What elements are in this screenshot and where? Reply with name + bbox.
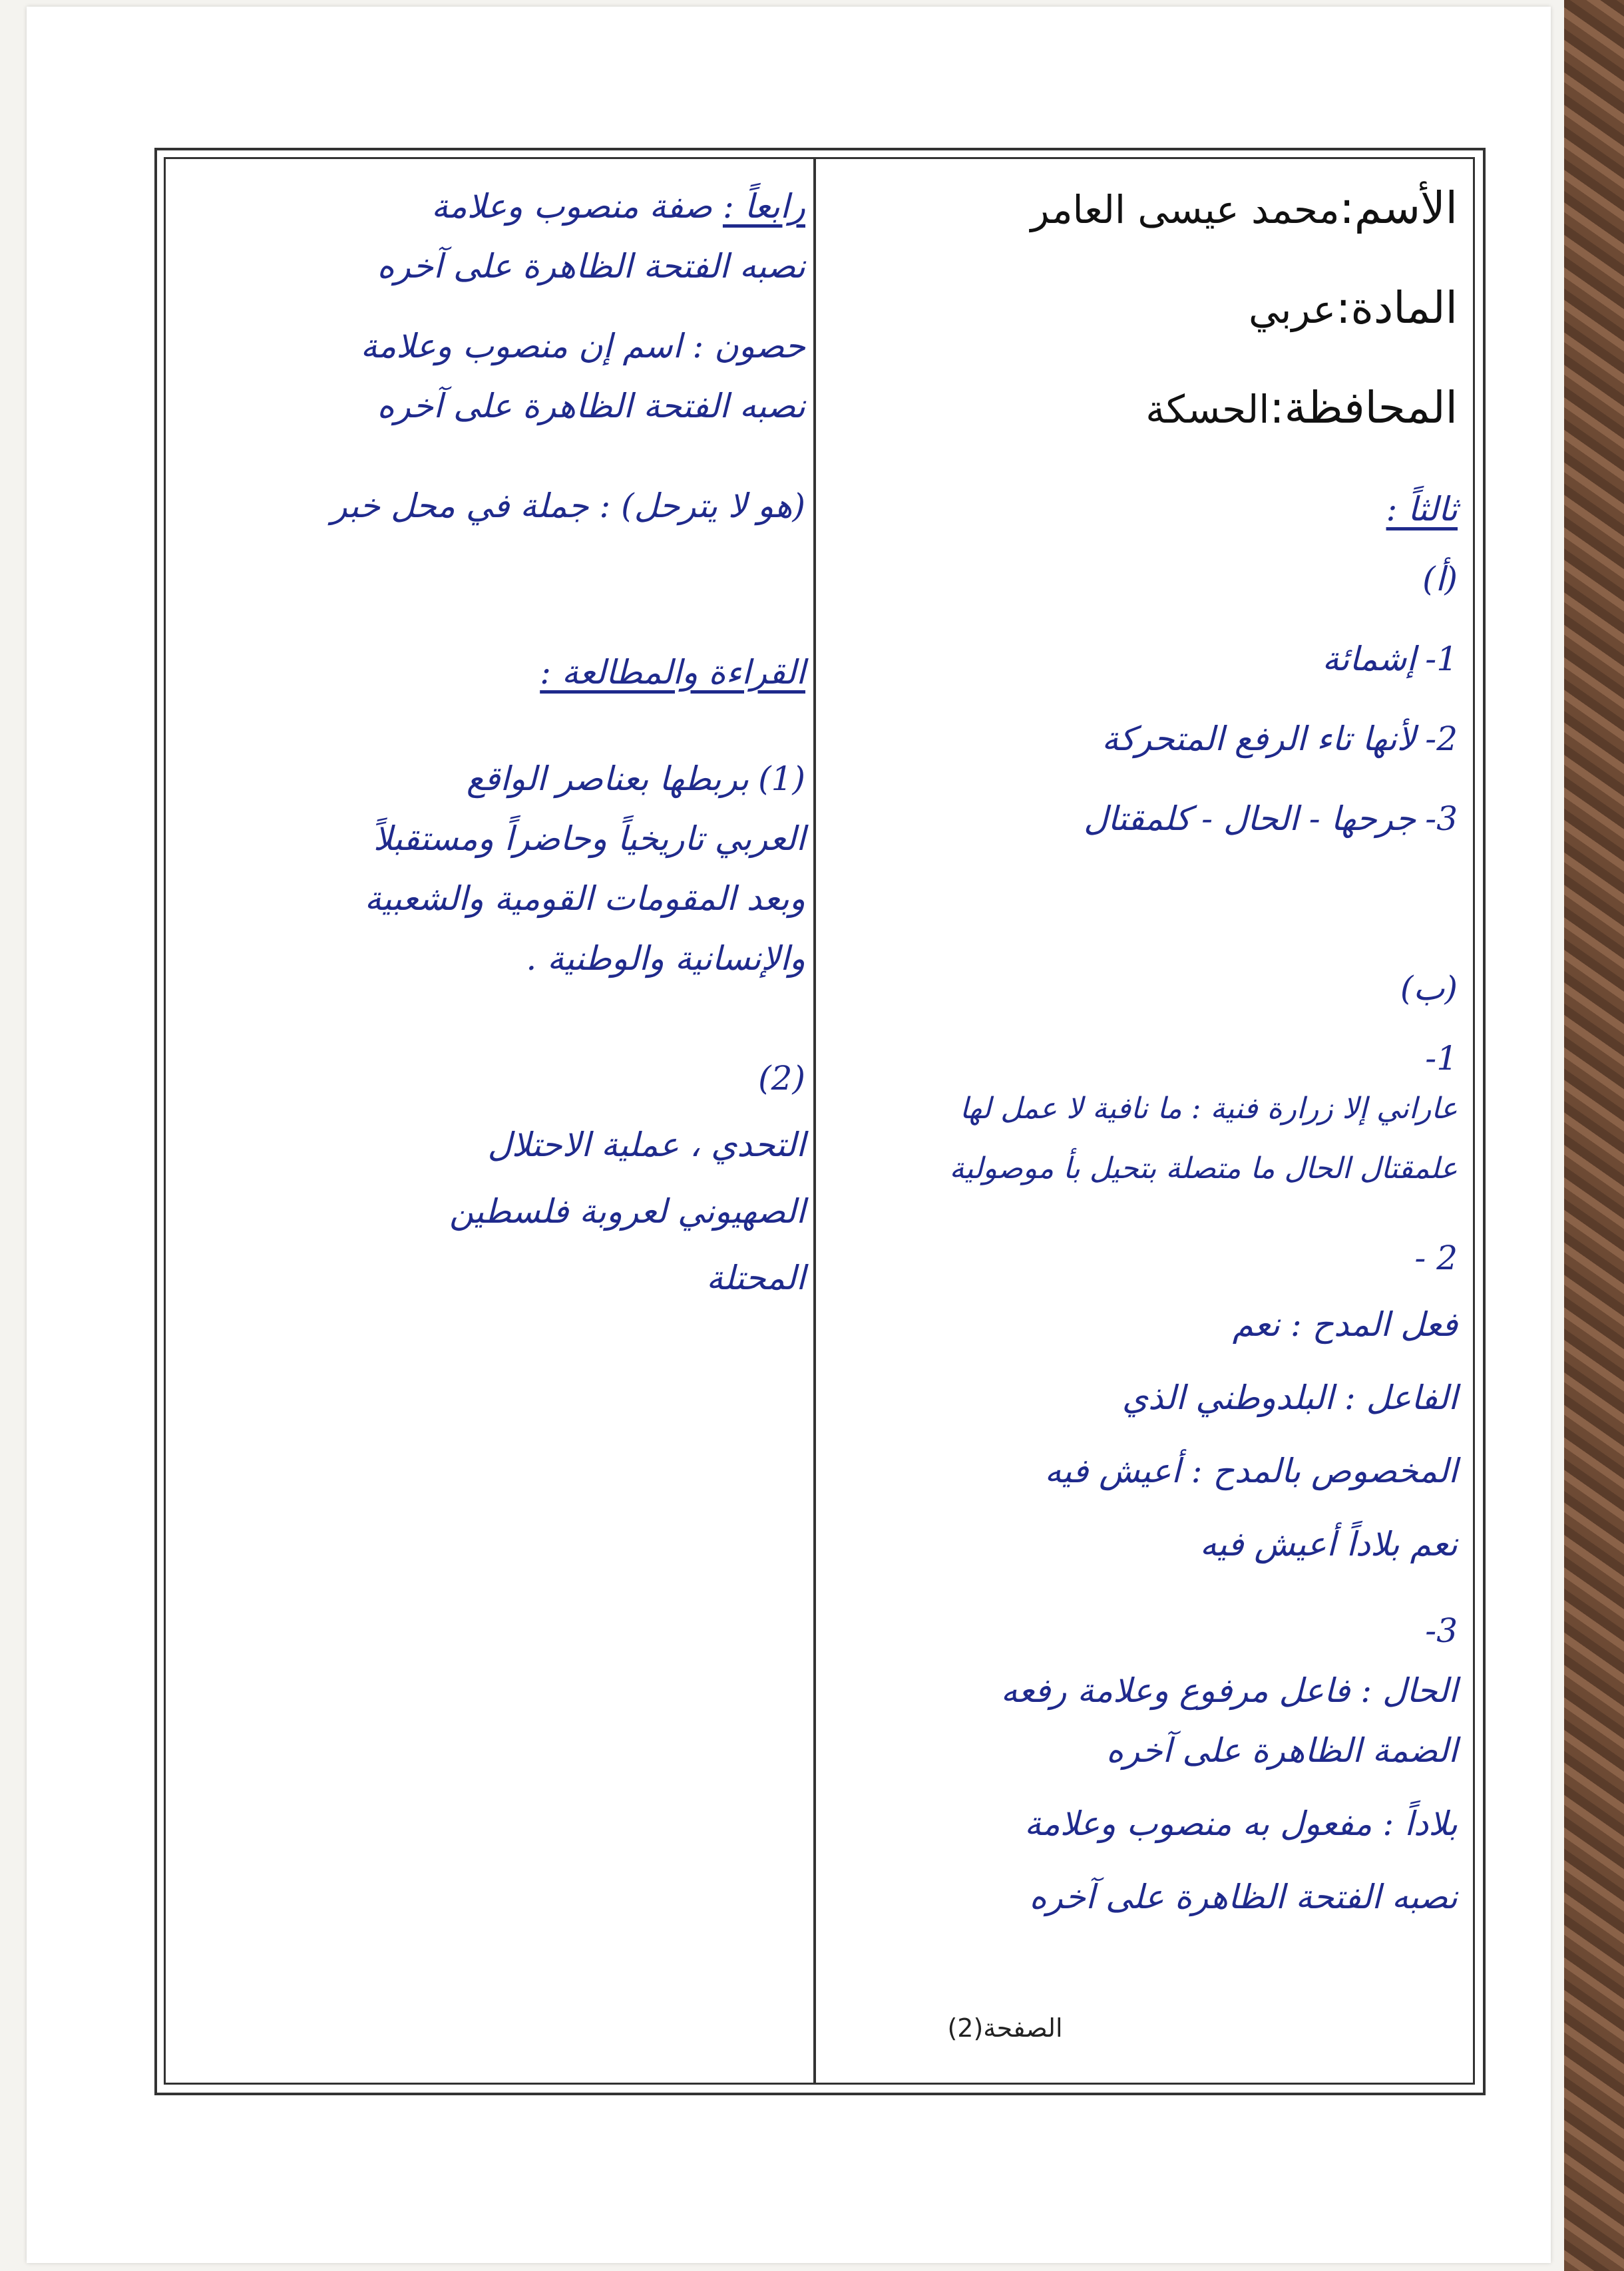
answer-b1-number: [825, 1038, 1458, 1078]
b2-line2: الفاعل : البلدوطني الذي: [1121, 1378, 1458, 1417]
subject-label: المادة:: [1336, 282, 1458, 333]
section-four-line2: [180, 246, 805, 286]
section-four-heading: رابعاً :: [722, 187, 805, 226]
section-four-text3: حصون : اسم إن منصوب وعلامة: [360, 327, 805, 365]
b3-line1: الحال : فاعل مرفوع وعلامة رفعه: [1000, 1671, 1458, 1710]
subject-value: عربي: [1248, 287, 1336, 332]
b3-line4: نصبه الفتحة الظاهرة على آخره: [1029, 1878, 1458, 1916]
answer-b1-line2: [825, 1151, 1458, 1187]
answer-a3: [825, 799, 1458, 839]
b1-number: 1-: [1425, 1039, 1458, 1078]
a3-number: 3-: [1425, 799, 1458, 838]
reading-answer2-line3: [180, 1258, 805, 1298]
reading-answer1-line3: [180, 879, 805, 919]
b1-line2: علمقتال الحال ما متصلة بتحيل بأ موصولية: [949, 1151, 1458, 1185]
section-three-label: ثالثاً :: [1386, 490, 1458, 528]
governorate-row: [825, 382, 1458, 433]
name-label: الأسم:: [1339, 182, 1458, 234]
background-fabric: [1564, 0, 1624, 2271]
r1-line1: بربطها بعناصر الواقع: [466, 759, 749, 798]
b2-line1: فعل المدح : نعم: [1232, 1305, 1458, 1344]
answer-a2: [825, 719, 1458, 759]
a1-number: 1-: [1425, 640, 1458, 678]
b2-number: 2 -: [1414, 1239, 1458, 1277]
reading-answer2-line2: [180, 1191, 805, 1231]
reading-answer1-line2: [180, 819, 805, 859]
section-four-line3: [180, 326, 805, 366]
part-b-text: (ب): [1400, 969, 1458, 1008]
answer-b2-line3: [825, 1451, 1458, 1491]
b2-line3: المخصوص بالمدح : أعيش فيه: [1044, 1452, 1458, 1490]
governorate-value: الحسكة: [1145, 387, 1270, 432]
left-column: [180, 173, 805, 2063]
name-row: [825, 182, 1458, 234]
section-four-text1: صفة منصوب وعلامة: [431, 187, 713, 226]
right-column: [825, 173, 1458, 2063]
r2-line3: المحتلة: [706, 1259, 805, 1297]
answer-b3-number: [825, 1611, 1458, 1651]
reading-answer2-number: [180, 1058, 805, 1098]
reading-title: القراءة والمطالعة :: [540, 653, 805, 692]
subject-row: [825, 282, 1458, 333]
part-a-label: [825, 559, 1458, 599]
reading-answer2-line1: [180, 1125, 805, 1165]
r1-line2: العربي تاريخياً وحاضراً ومستقبلاً: [373, 819, 805, 858]
page-number: الصفحة(2): [947, 2013, 1063, 2043]
answer-b2-number: [825, 1238, 1458, 1278]
section-four-text2: نصبه الفتحة الظاهرة على آخره: [377, 247, 805, 286]
b3-line3: بلاداً : مفعول به منصوب وعلامة: [1024, 1804, 1458, 1843]
b3-number: 3-: [1425, 1611, 1458, 1650]
r2-number: (2): [758, 1059, 805, 1098]
part-b-label: [825, 968, 1458, 1008]
r1-number: (1): [758, 759, 805, 798]
r1-line4: والإنسانية والوطنية .: [526, 939, 805, 978]
b2-line4: نعم بلاداً أعيش فيه: [1199, 1525, 1458, 1563]
column-divider: [813, 157, 816, 2083]
answer-b3-line4: [825, 1877, 1458, 1917]
section-four-line5: [180, 486, 805, 526]
a3-text: جرحها - الحال - كلمقتال: [1084, 799, 1416, 838]
answer-b1-line1: [825, 1092, 1458, 1127]
answer-a1: [825, 639, 1458, 679]
reading-section-title: [180, 652, 805, 692]
section-four-line4: [180, 386, 805, 426]
answer-b3-line3: [825, 1804, 1458, 1844]
reading-answer1-line1: [180, 759, 805, 799]
b1-line1: عاراني إلا زرارة فنية : ما نافية لا عمل لها: [960, 1092, 1458, 1126]
answer-b2-line1: [825, 1305, 1458, 1344]
answer-b2-line2: [825, 1378, 1458, 1418]
r1-line3: وبعد المقومات القومية والشعبية: [364, 879, 805, 918]
section-four-text4: نصبه الفتحة الظاهرة على آخره: [377, 387, 805, 425]
name-value: محمد عيسى العامر: [1030, 187, 1340, 232]
section-three-title: [825, 489, 1458, 529]
r2-line2: الصهيوني لعروبة فلسطين: [449, 1192, 805, 1231]
b3-line2: الضمة الظاهرة على آخره: [1106, 1731, 1458, 1770]
section-four-text5: (هو لا يترحل) : جملة في محل خبر: [331, 487, 805, 525]
a2-number: 2-: [1425, 720, 1458, 758]
reading-answer1-line4: [180, 938, 805, 978]
a2-text: لأنها تاء الرفع المتحركة: [1102, 720, 1416, 758]
a1-text: إشمائة: [1322, 640, 1416, 678]
r2-line1: التحدي ، عملية الاحتلال: [487, 1126, 805, 1164]
answer-b3-line1: [825, 1671, 1458, 1711]
answer-b2-line4: [825, 1524, 1458, 1564]
section-four-line1: [180, 186, 805, 226]
answer-b3-line2: [825, 1731, 1458, 1770]
governorate-label: المحافظة:: [1269, 382, 1458, 433]
part-a-text: (أ): [1422, 560, 1458, 598]
